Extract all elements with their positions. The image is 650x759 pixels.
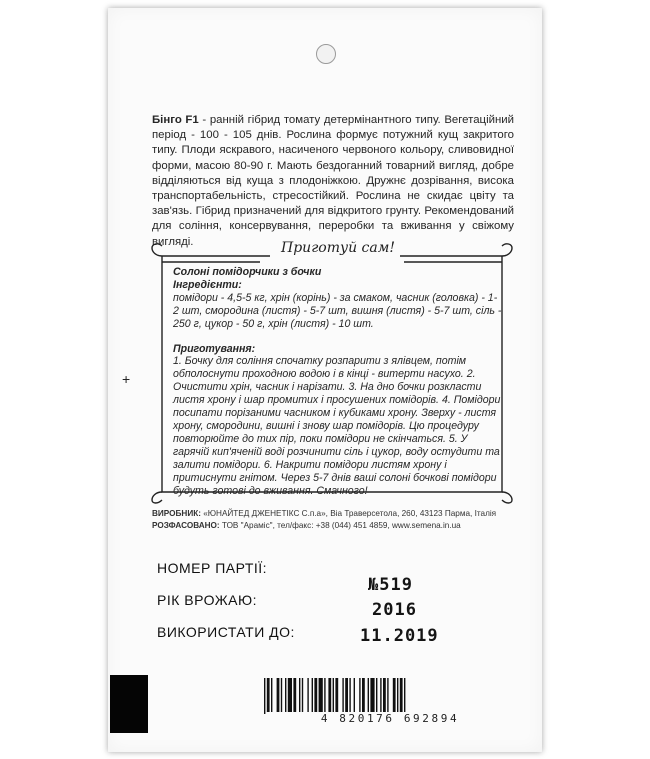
registration-mark [110, 675, 148, 733]
manufacturer-info [152, 508, 522, 532]
producer-text: «ЮНАЙТЕД ДЖЕНЕТІКС С.п.а», Віа Траверсетола, 260, 43123 Парма, Італія [200, 509, 497, 518]
variety-text: - ранній гібрид томату детермінантного типу. Вегетаційний період - 100 - 105 днів. Рослина формує потужний кущ закритого типу. Плоди яскравого, насиченого червоного кольору, сливовидної форми, масою 80-90 г. Мають бездоганний товарний вигляд, добре відділяються від куща з плодоніжкою. Дружнє дозрівання, висока транспортабельність, стресостійкий. Рослина не скидає цвіту та зав'язь. Гібрид призначений для відкритого грунту. Рекомендований для соління, консервування, переробки та вживання у свіжому вигляді. [152, 114, 514, 248]
preparation-label: Приготування: [173, 342, 256, 355]
producer-line [152, 508, 522, 520]
packer-label: РОЗФАСОВАНО: [152, 521, 220, 530]
ingredients-text: помідори - 4,5-5 кг, хрін (корінь) - за смаком, часник (головка) - 1-2 шт, смородина (листя) - 5-7 шт, вишня (листя) - 5-7 шт, сіль - 250 г, цукор - 50 г, хрін (листя) - 10 шт. [173, 291, 502, 330]
variety-description [152, 113, 514, 250]
crop-mark-icon: + [122, 371, 131, 387]
preparation-text: 1. Бочку для соління спочатку розпарити з ялівцем, потім обполоснути проходною водою і в кінці - витерти насухо. 2. Очистити хрін, часник і нарізати. 3. На дно бочки розкласти листя хрону і шар промитих і просушених помідорів. 4. Помідори посипати порізаними часником і кубиками хрону. Зверху - листя хрону, смородини, вишні і знову шар помідорів. Цю процедуру повторюйте до тих пір, поки помідори не скінчаться. 5. У гарячій кип'яченій воді розчинити сіль і цукор, воду остудити та залити помідори. 6. Накрити помідори листям хрону і притиснути гнітом. Через 5-7 днів ваші солоні бочкові помідори будуть готові до вживання. Смачного! [173, 355, 501, 497]
packer-line [152, 520, 522, 532]
harvest-year-label: РІК ВРОЖАЮ: [157, 592, 258, 608]
packer-text: ТОВ "Араміс", тел/факс: +38 (044) 451 4859, www.semena.in.ua [219, 521, 461, 530]
harvest-year-stamp: 2016 [372, 600, 417, 620]
use-by-stamp: 11.2019 [360, 626, 439, 646]
barcode-digits: 4 820176 692894 [266, 712, 514, 725]
producer-label: ВИРОБНИК: [152, 509, 201, 518]
recipe-title: Солоні помідорчики з бочки [173, 266, 322, 278]
recipe-heading: Приготуй сам! [278, 240, 398, 256]
use-by-label: ВИКОРИСТАТИ ДО: [157, 624, 295, 640]
hang-hole [316, 44, 336, 64]
ingredients-label: Інгредієнти: [173, 278, 242, 291]
batch-label: НОМЕР ПАРТІЇ: [157, 560, 268, 576]
recipe-body [173, 266, 503, 497]
batch-number-stamp: №519 [368, 575, 413, 595]
variety-name: Бінго F1 [152, 114, 199, 126]
